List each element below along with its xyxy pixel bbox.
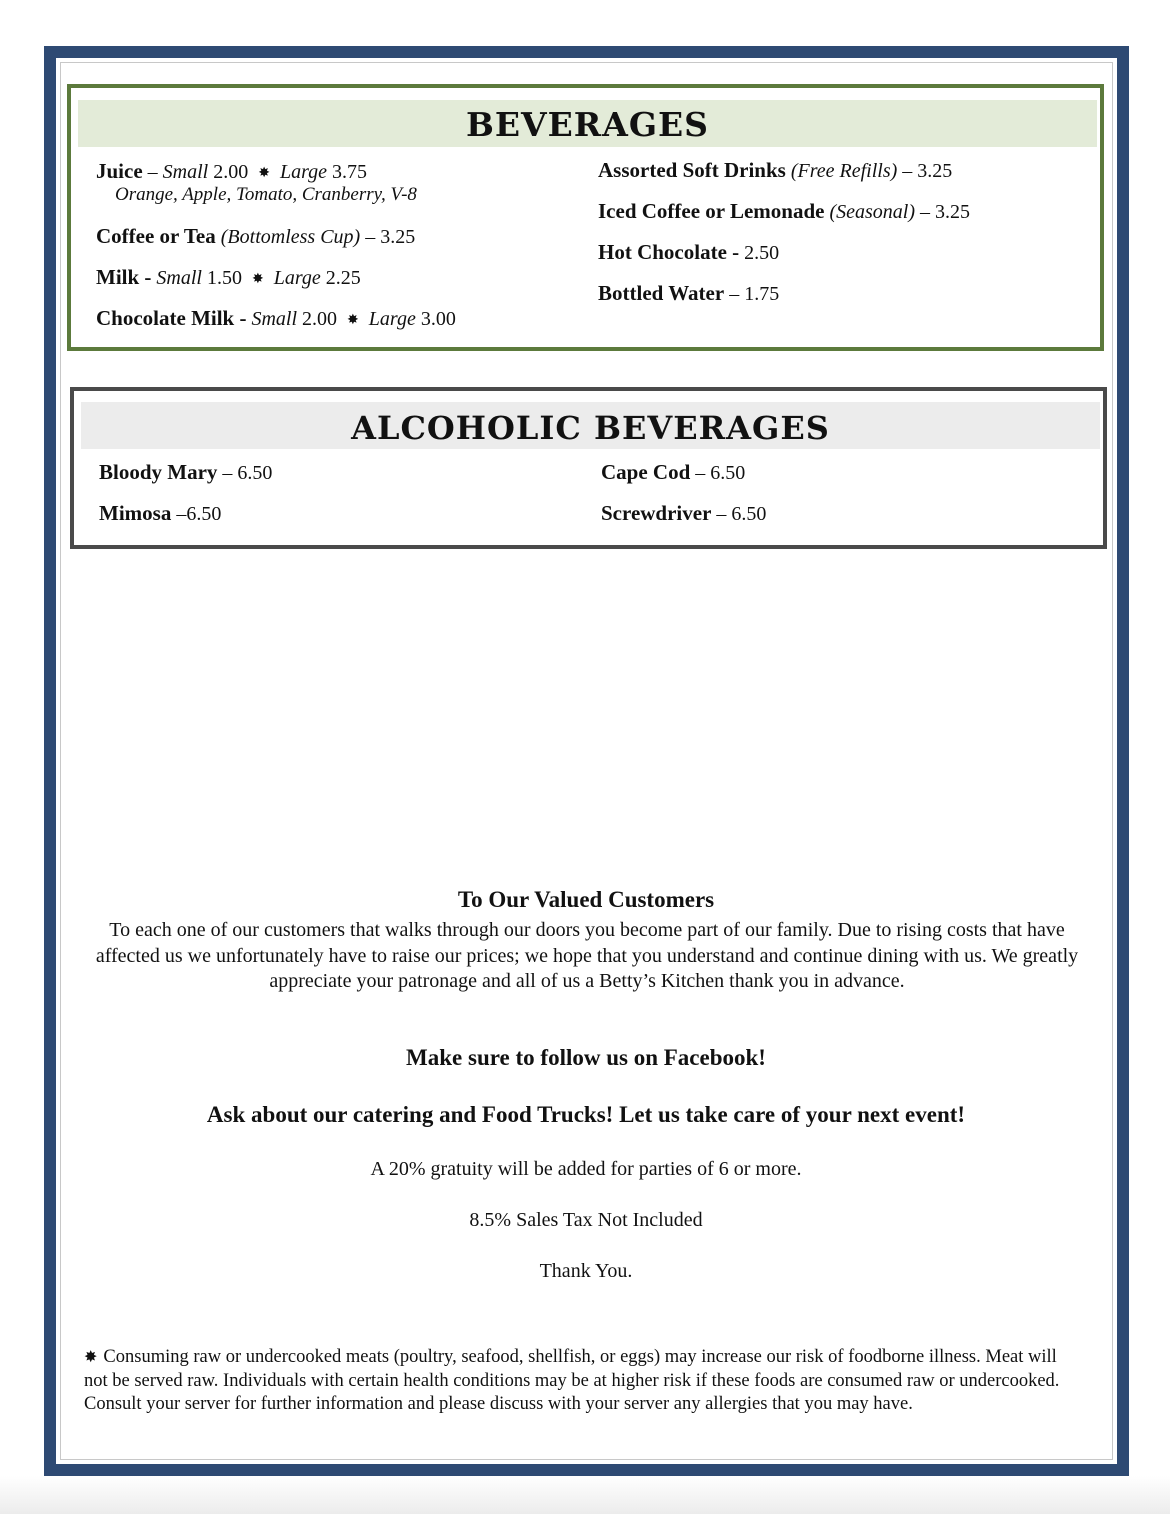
bottled-water-name: Bottled Water xyxy=(598,281,725,305)
milk-large-label: Large xyxy=(273,267,321,289)
soft-drinks-item xyxy=(598,157,952,184)
gratuity-notice: A 20% gratuity will be added for parties of 6 or more. xyxy=(370,1158,802,1180)
page-bottom-shadow xyxy=(0,1476,1170,1514)
cape-cod-price: – 6.50 xyxy=(690,462,746,484)
coffee-tea-item xyxy=(96,223,415,250)
bottled-water-price: – 1.75 xyxy=(724,283,780,305)
beverages-section xyxy=(67,84,1104,351)
chocolate-milk-small-price: 2.00 xyxy=(297,308,338,330)
juice-flavors: Orange, Apple, Tomato, Cranberry, V-8 xyxy=(115,184,417,205)
screwdriver-name: Screwdriver xyxy=(601,501,712,525)
milk-large-price: 2.25 xyxy=(320,267,361,289)
mimosa-price: –6.50 xyxy=(171,503,222,525)
customer-notice-title: To Our Valued Customers xyxy=(457,887,715,912)
food-safety-disclaimer xyxy=(84,1346,1084,1417)
juice-large-price: 3.75 xyxy=(327,161,367,183)
bottled-water-item xyxy=(598,280,779,307)
thank-you-text: Thank You. xyxy=(539,1260,633,1282)
screwdriver-item xyxy=(601,500,766,527)
star-icon: ✸ xyxy=(347,313,359,328)
disclaimer-text: Consuming raw or undercooked meats (poultry, seafood, shellfish, or eggs) may increase our risk of foodborne illness. Meat will not be served raw. Individuals with certain health conditions may be at higher risk if these foods are consumed raw or undercooked. Consult your server for further information and please discuss with your server any allergies that you may have. xyxy=(84,1347,1060,1414)
iced-coffee-price: – 3.25 xyxy=(915,201,971,223)
chocolate-milk-small-label: Small xyxy=(251,308,298,330)
mimosa-item xyxy=(99,500,221,527)
iced-coffee-item xyxy=(598,198,970,225)
soft-drinks-name: Assorted Soft Drinks xyxy=(598,158,786,182)
soft-drinks-price: – 3.25 xyxy=(897,160,953,182)
coffee-tea-note: (Bottomless Cup) xyxy=(220,226,361,248)
cape-cod-item xyxy=(601,459,745,486)
screwdriver-price: – 6.50 xyxy=(711,503,767,525)
chocolate-milk-large-label: Large xyxy=(368,308,416,330)
star-icon: ✸ xyxy=(258,166,270,181)
catering-notice: Ask about our catering and Food Trucks! Let us take care of your next event! xyxy=(206,1102,966,1127)
star-icon: ✸ xyxy=(251,272,264,287)
bloody-mary-name: Bloody Mary xyxy=(99,460,218,484)
iced-coffee-note: (Seasonal) xyxy=(829,201,916,223)
coffee-tea-price: – 3.25 xyxy=(360,226,416,248)
customer-notice-body: To each one of our customers that walks through our doors you become part of our family. Due to rising costs that have affected us we unfortunately have to raise our prices; we hope that you understand and continue dining with us. We greatly appreciate your patronage and all of us a Betty’s Kitchen thank you in advance. xyxy=(95,919,1079,992)
juice-small-label: Small xyxy=(162,161,209,183)
juice-small-price: 2.00 xyxy=(208,161,249,183)
milk-small-label: Small xyxy=(156,267,202,289)
mimosa-name: Mimosa xyxy=(99,501,172,525)
coffee-tea-name: Coffee or Tea xyxy=(96,224,216,248)
alcoholic-beverages-section xyxy=(70,387,1107,549)
alcoholic-beverages-title: ALCOHOLIC BEVERAGES xyxy=(81,402,1100,449)
juice-name: Juice xyxy=(96,159,143,183)
hot-chocolate-name: Hot Chocolate - xyxy=(598,240,740,264)
soft-drinks-note: (Free Refills) xyxy=(790,160,898,182)
star-icon: ✸ xyxy=(84,1349,98,1366)
chocolate-milk-item xyxy=(96,305,456,335)
bloody-mary-item xyxy=(99,459,272,486)
beverages-title: BEVERAGES xyxy=(78,100,1097,147)
hot-chocolate-item xyxy=(598,239,779,266)
milk-item xyxy=(96,264,361,294)
chocolate-milk-large-price: 3.00 xyxy=(415,308,456,330)
milk-name: Milk - xyxy=(96,265,152,289)
milk-small-price: 1.50 xyxy=(201,267,242,289)
iced-coffee-name: Iced Coffee or Lemonade xyxy=(598,199,825,223)
juice-sep: – xyxy=(142,161,163,183)
juice-large-label: Large xyxy=(279,161,327,183)
facebook-notice: Make sure to follow us on Facebook! xyxy=(406,1045,766,1070)
chocolate-milk-name: Chocolate Milk - xyxy=(96,306,247,330)
cape-cod-name: Cape Cod xyxy=(601,460,691,484)
bloody-mary-price: – 6.50 xyxy=(217,462,273,484)
hot-chocolate-price: 2.50 xyxy=(739,242,780,264)
sales-tax-notice: 8.5% Sales Tax Not Included xyxy=(469,1209,703,1231)
